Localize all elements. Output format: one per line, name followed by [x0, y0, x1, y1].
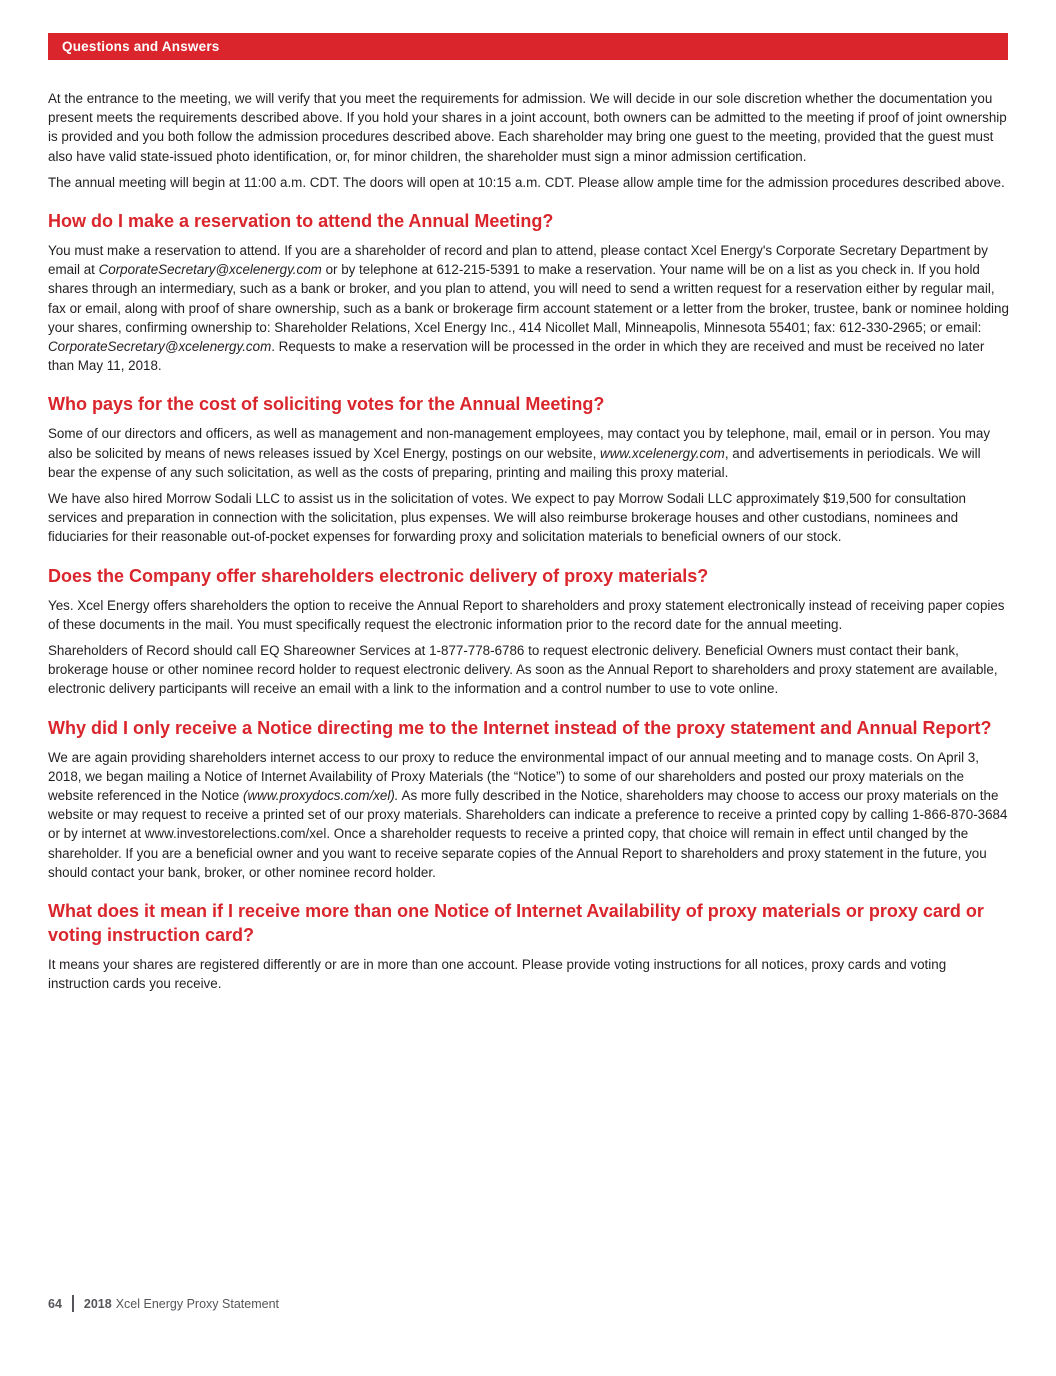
paragraph-text: or by telephone at 612-215-5391 to make a reservation. Your name will be on a list as you check in. If you hold shares through an intermediary, such as a bank or broker, and you plan to attend, you will need to send a written request for a reservation either by regular mail, fax or email, along with proof of share ownership, such as a bank or brokerage firm account statement or a letter from the broker, trustee, bank or nominee holding your shares, confirming ownership to: Shareholder Relations, Xcel Energy Inc., 414 Nicollet Mall, Minneapolis, Minnesota 55401; fax: 612-330-2965; or email:	[48, 262, 1009, 335]
website-url-italic: www.xcelenergy.com	[600, 445, 725, 461]
qa-section-internet-notice	[48, 716, 1010, 882]
qa-section-electronic-delivery	[48, 564, 1010, 699]
website-url-italic: (www.proxydocs.com/xel).	[243, 788, 399, 804]
paragraph-text: As more fully described in the Notice, shareholders may choose to access our proxy materials on the website or may request to receive a printed set of our proxy materials. Shareholders can indicate a preference to receive a printed copy by calling 1-866-870-3684 or by internet at www.investorelections.com/xel. Once a shareholder requests to receive a printed copy, that choice will remain in effect until changed by the shareholder. If you are a beneficial owner and you want to receive separate copies of the Annual Report to shareholders and proxy statement in the future, you should contact your bank, broker, or other nominee record holder.	[48, 788, 1008, 880]
section-heading: How do I make a reservation to attend the Annual Meeting?	[48, 211, 554, 232]
footer-divider	[72, 1295, 74, 1312]
paragraph-text: We are again providing shareholders internet access to our proxy to reduce the environmental impact of our annual meeting and to manage costs. On April 3, 2018, we began mailing a Notice of Internet Availability of Proxy Materials (the “Notice”) to some of our shareholders and posted our proxy materials on the website referenced in the Notice	[48, 749, 979, 804]
paragraph-text: Some of our directors and officers, as well as management and non-management employees, may contact you by telephone, mail, email or in person. You may also be solicited by means of news releases issued by Xcel Energy, postings on our website,	[48, 426, 991, 461]
footer-year: 2018	[83, 1296, 112, 1311]
qa-section-multiple-notices	[48, 899, 1010, 993]
paragraph: Yes. Xcel Energy offers shareholders the option to receive the Annual Report to shareholders and proxy statement electronically instead of receiving paper copies of these documents in the mail. You must specifically request the electronic information prior to the record date for the annual meeting.	[48, 597, 1005, 632]
paragraph-text: . Requests to make a reservation will be processed in the order in which they are received and must be received no later than May 11, 2018.	[48, 339, 985, 374]
paragraph: We have also hired Morrow Sodali LLC to assist us in the solicitation of votes. We expect to pay Morrow Sodali LLC approximately $19,500 for consultation services and preparation in connection with the solicitation, plus expenses. We will also reimburse brokerage houses and other custodians, nominees and fiduciaries for their reasonable out-of-pocket expenses for forwarding proxy and solicitation materials to beneficial owners of our stock.	[48, 491, 966, 545]
paragraph: It means your shares are registered differently or are in more than one account. Please provide voting instructions for all notices, proxy cards and voting instruction cards you receive.	[48, 957, 947, 992]
section-banner	[48, 33, 1008, 60]
page-content	[48, 89, 1010, 1001]
paragraph-text: You must make a reservation to attend. If you are a shareholder of record and plan to attend, please contact Xcel Energy's Corporate Secretary Department by email at	[48, 243, 988, 278]
paragraph-text: , and advertisements in periodicals. We will bear the expense of any such solicitation, as well as the costs of preparing, printing and mailing this proxy material.	[48, 445, 981, 480]
paragraph	[48, 241, 1010, 375]
section-heading: Who pays for the cost of soliciting votes for the Annual Meeting?	[48, 394, 605, 415]
paragraph: Shareholders of Record should call EQ Shareowner Services at 1-877-778-6786 to request electronic delivery. Beneficial Owners must contact their bank, brokerage house or other nominee record holder to request electronic delivery. As soon as the Annual Report to shareholders and proxy statement are available, electronic delivery participants will receive an email with a link to the information and a control number to use to vote online.	[48, 643, 998, 697]
paragraph	[48, 748, 1010, 882]
email-address-italic: CorporateSecretary@xcelenergy.com	[48, 339, 272, 355]
section-heading: Why did I only receive a Notice directing me to the Internet instead of the proxy statement and Annual Report?	[48, 717, 992, 738]
email-address-italic: CorporateSecretary@xcelenergy.com	[98, 262, 322, 278]
banner-title: Questions and Answers	[62, 39, 220, 54]
section-heading: What does it mean if I receive more than one Notice of Internet Availability of proxy materials or proxy card or voting instruction card?	[48, 901, 984, 946]
section-heading: Does the Company offer shareholders electronic delivery of proxy materials?	[48, 565, 709, 586]
page-number: 64	[48, 1296, 62, 1311]
intro-paragraph-meeting-time: The annual meeting will begin at 11:00 a.m. CDT. The doors will open at 10:15 a.m. CDT. Please allow ample time for the admission procedures described above.	[48, 174, 1005, 190]
footer-title: Xcel Energy Proxy Statement	[115, 1296, 279, 1311]
page-footer	[48, 1295, 279, 1312]
qa-section-solicitation-cost	[48, 392, 1010, 546]
qa-section-reservation	[48, 209, 1010, 375]
paragraph	[48, 424, 1010, 482]
intro-paragraph-admission: At the entrance to the meeting, we will verify that you meet the requirements for admission. We will decide in our sole discretion whether the documentation you present meets the requirements described above. If you hold your shares in a joint account, both owners can be admitted to the meeting if proof of joint ownership is provided and you both follow the admission procedures described above. Each shareholder may bring one guest to the meeting, provided that the guest must also have valid state-issued photo identification, or, for minor children, the shareholder must sign a minor admission certification.	[48, 91, 1007, 164]
